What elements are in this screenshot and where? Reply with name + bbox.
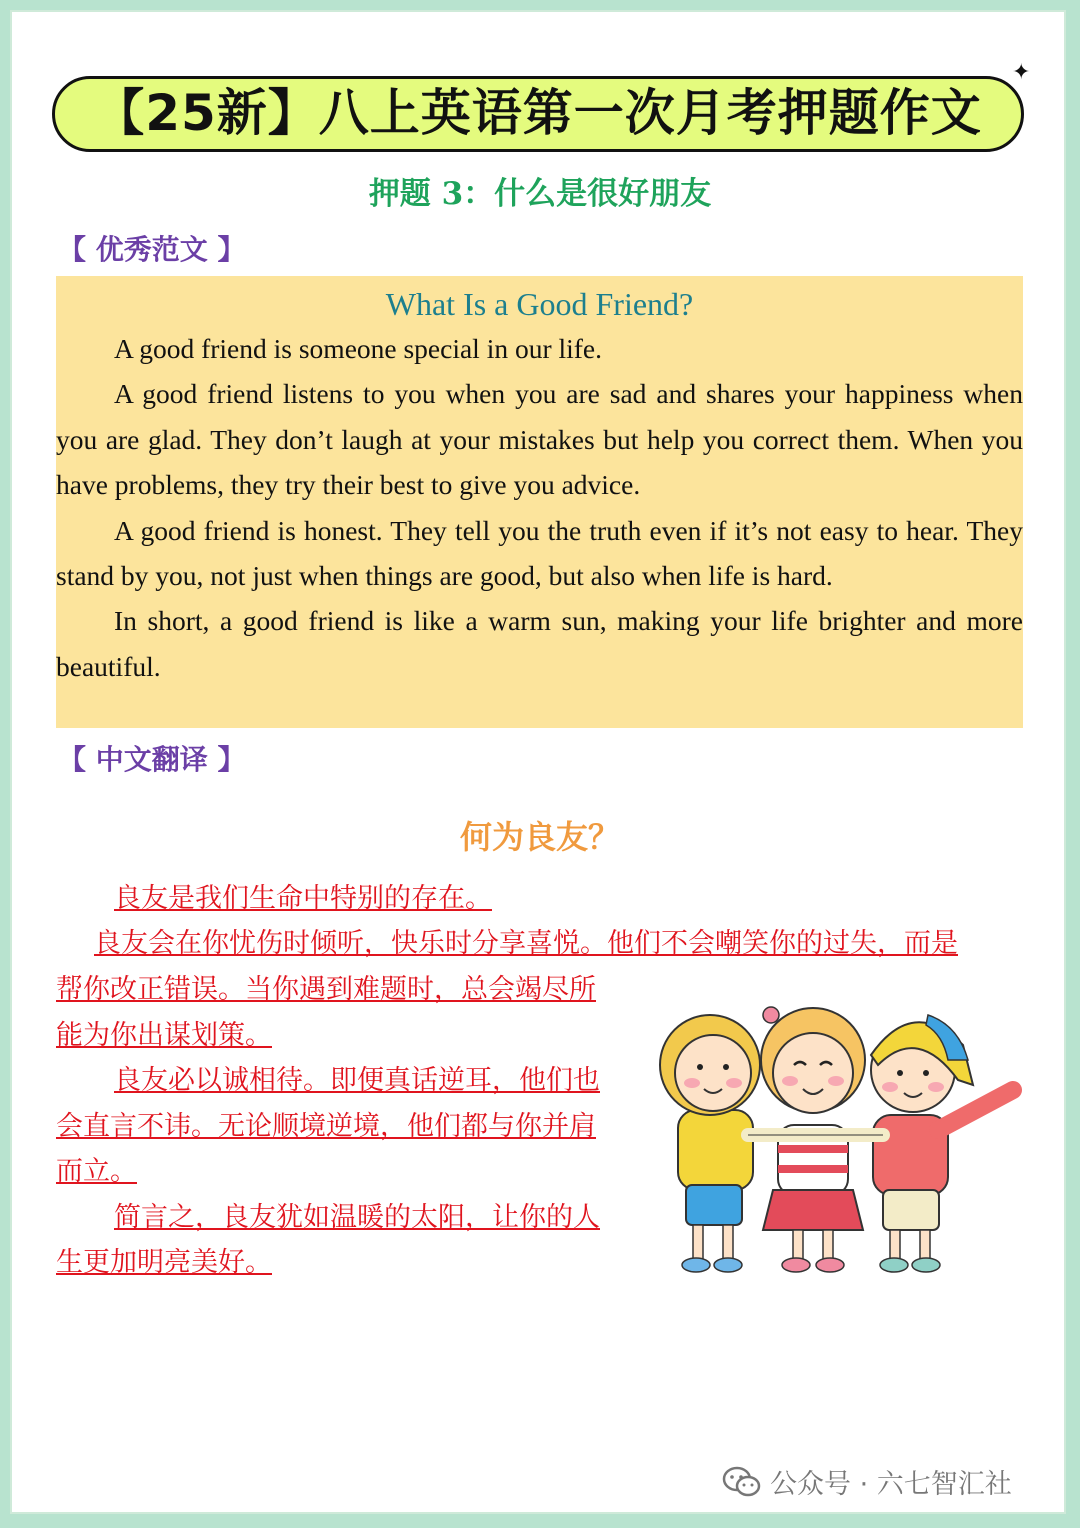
footer — [722, 1462, 1012, 1501]
kid-right — [871, 1015, 1013, 1272]
translation-section-label: 【 中文翻译 】 — [58, 743, 246, 776]
sparkle-icon: ✦ — [1012, 60, 1031, 85]
essay-box — [56, 276, 1023, 728]
translation-title: 何为良友？ — [459, 818, 620, 856]
translation-line: 良友是我们生命中特别的存在。 — [114, 883, 492, 914]
banner-title: 【25新】八上英语第一次月考押题作文 — [94, 84, 982, 142]
translation-paragraph: 帮你改正错误。当你遇到难题时，总会竭尽所能为你出谋划策。 — [56, 974, 596, 1051]
translation-line: 良友会在你忧伤时倾听，快乐时分享喜悦。他们不会嘲笑你的过失，而是 — [94, 928, 958, 959]
three-kids-illustration — [628, 985, 1028, 1285]
essay-paragraph: In short, a good friend is like a warm sun, making your life brighter and more beautiful. — [56, 605, 1023, 682]
wechat-icon — [722, 1466, 762, 1498]
essay-paragraph: A good friend is honest. They tell you the truth even if it’s not easy to hear. They stand by you, not just when things are good, but also when life is hard. — [56, 514, 1023, 592]
footer-text: 公众号 · 六七智汇社 — [770, 1469, 1012, 1500]
translation-block — [56, 967, 616, 1286]
essay-title: What Is a Good Friend? — [385, 286, 694, 322]
essay-section-label: 【 优秀范文 】 — [58, 233, 246, 266]
translation-paragraph: 简言之，良友犹如温暖的太阳，让你的人生更加明亮美好。 — [56, 1201, 600, 1278]
essay-paragraph: A good friend is someone special in our life. — [114, 333, 603, 364]
essay-paragraph: A good friend listens to you when you are sad and shares your happiness when you are glad. They don’t laugh at your mistakes but help you correct them. When you have problems, they try their best to give you advice. — [56, 378, 1023, 501]
kid-left — [660, 1015, 760, 1272]
subtitle: 押题 3：什么是很好朋友 — [368, 176, 712, 212]
banner — [52, 76, 1024, 152]
translation-paragraph: 良友必以诚相待。即便真话逆耳，他们也会直言不讳。无论顺境逆境，他们都与你并肩而立。 — [56, 1065, 600, 1187]
